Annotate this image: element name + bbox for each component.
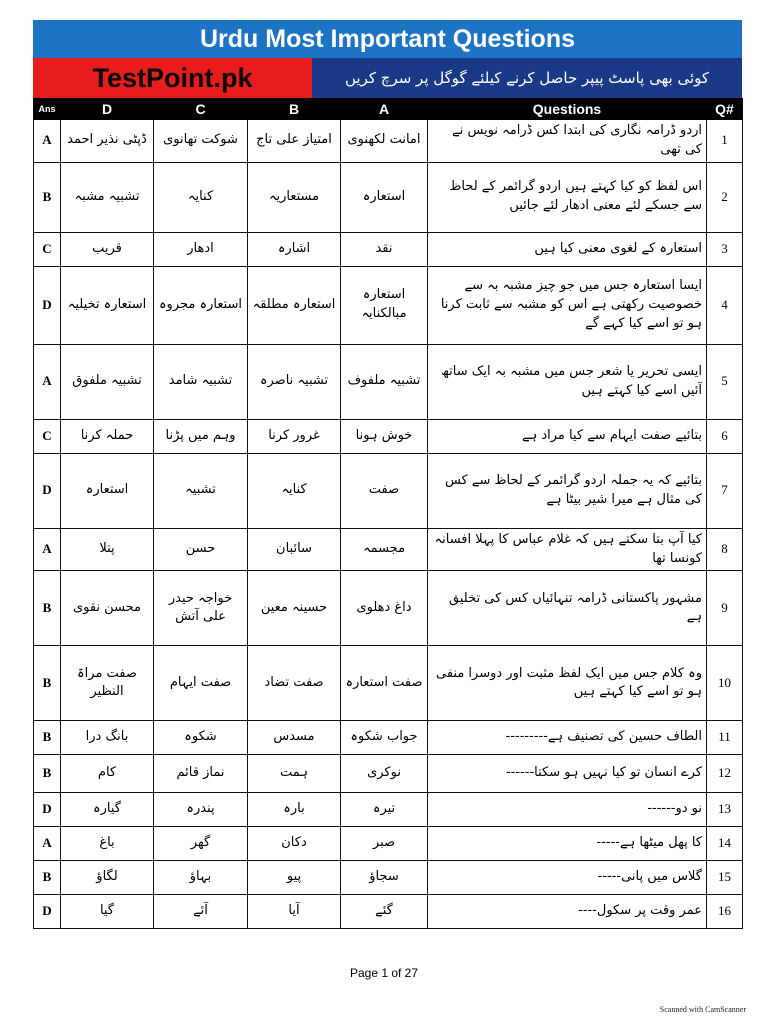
page-title: Urdu Most Important Questions [33, 20, 742, 58]
brand-logo: TestPoint.pk [33, 58, 312, 98]
header-question: Questions [428, 99, 707, 120]
option-b-cell: غرور کرنا [248, 419, 341, 453]
option-c-cell: آئے [154, 895, 248, 929]
table-row [34, 453, 743, 528]
question-cell: کرے انسان تو کیا نہیں ہو سکتا------ [428, 755, 707, 793]
option-d-cell: استعارہ [61, 453, 154, 528]
option-d-cell: پتلا [61, 528, 154, 571]
question-number-cell: 9 [707, 571, 743, 646]
option-b-cell: دکان [248, 827, 341, 861]
option-d-cell: استعارہ تخیلیہ [61, 266, 154, 344]
option-d-cell: کام [61, 755, 154, 793]
brand-row [33, 58, 742, 98]
option-c-cell: شوکت تھانوی [154, 120, 248, 163]
option-c-cell: شکوہ [154, 721, 248, 755]
option-d-cell: لگاؤ [61, 861, 154, 895]
answer-cell: A [34, 827, 61, 861]
option-a-cell: استعارہ مبالکنایہ [341, 266, 428, 344]
option-c-cell: صفت ایہام [154, 646, 248, 721]
question-number-cell: 13 [707, 793, 743, 827]
table-row [34, 419, 743, 453]
option-d-cell: تشبیہ ملفوق [61, 344, 154, 419]
option-c-cell: حسن [154, 528, 248, 571]
option-b-cell: مسدس [248, 721, 341, 755]
answer-cell: D [34, 793, 61, 827]
option-a-cell: تیرہ [341, 793, 428, 827]
table-row [34, 232, 743, 266]
option-a-cell: نوکری [341, 755, 428, 793]
table-header-row [34, 99, 743, 120]
question-number-cell: 11 [707, 721, 743, 755]
question-cell: نو دو------ [428, 793, 707, 827]
answer-cell: B [34, 721, 61, 755]
question-cell: کا پھل میٹھا ہے----- [428, 827, 707, 861]
option-d-cell: ڈپٹی نذیر احمد [61, 120, 154, 163]
option-c-cell: گھر [154, 827, 248, 861]
option-c-cell: تشبیہ [154, 453, 248, 528]
question-cell: ایسی تحریر یا شعر جس میں مشبہ بہ ایک ساتھ آئیں اسے کیا کہتے ہیں [428, 344, 707, 419]
option-c-cell: بہاؤ [154, 861, 248, 895]
question-number-cell: 1 [707, 120, 743, 163]
option-d-cell: گیارہ [61, 793, 154, 827]
option-d-cell: حملہ کرنا [61, 419, 154, 453]
question-cell: بتائیے کہ یہ جملہ اردو گرائمر کے لحاظ سے کس کی مثال ہے میرا شیر بیٹا ہے [428, 453, 707, 528]
table-row [34, 266, 743, 344]
question-cell: کیا آپ بتا سکتے ہیں کہ غلام عباس کا پہلا افسانہ کونسا تھا [428, 528, 707, 571]
table-row [34, 755, 743, 793]
option-b-cell: صفت تضاد [248, 646, 341, 721]
option-a-cell: مجسمہ [341, 528, 428, 571]
option-c-cell: پندرہ [154, 793, 248, 827]
question-number-cell: 15 [707, 861, 743, 895]
option-a-cell: تشبیہ ملفوف [341, 344, 428, 419]
answer-cell: D [34, 266, 61, 344]
option-b-cell: پیو [248, 861, 341, 895]
question-cell: گلاس میں پانی----- [428, 861, 707, 895]
option-a-cell: نقد [341, 232, 428, 266]
option-d-cell: قریب [61, 232, 154, 266]
table-row [34, 571, 743, 646]
table-row [34, 861, 743, 895]
option-d-cell: محسن نقوی [61, 571, 154, 646]
question-number-cell: 5 [707, 344, 743, 419]
header-option-c: C [154, 99, 248, 120]
option-a-cell: صبر [341, 827, 428, 861]
option-b-cell: استعارہ مطلقہ [248, 266, 341, 344]
option-c-cell: وہم میں پڑنا [154, 419, 248, 453]
question-cell: ایسا استعارہ جس میں جو چیز مشبہ بہ سے خصوصیت رکھتی ہے اس کو مشبہ سے ثابت کرنا ہو تو اسے کیا کہے گے [428, 266, 707, 344]
header-option-b: B [248, 99, 341, 120]
option-a-cell: جواب شکوہ [341, 721, 428, 755]
table-row [34, 162, 743, 232]
answer-cell: B [34, 571, 61, 646]
page-number: Page 1 of 27 [349, 966, 419, 980]
question-cell: اس لفظ کو کیا کہتے ہیں اردو گرائمر کے لحاظ سے جسکے لئے معنی ادھار لئے جائیں [428, 162, 707, 232]
answer-cell: B [34, 646, 61, 721]
option-d-cell: بانگ درا [61, 721, 154, 755]
option-d-cell: باغ [61, 827, 154, 861]
option-c-cell: استعارہ مجروہ [154, 266, 248, 344]
question-number-cell: 7 [707, 453, 743, 528]
option-c-cell: ادھار [154, 232, 248, 266]
option-a-cell: سجاؤ [341, 861, 428, 895]
answer-cell: A [34, 344, 61, 419]
questions-table [33, 98, 743, 929]
option-b-cell: آیا [248, 895, 341, 929]
answer-cell: C [34, 419, 61, 453]
header-ans: Ans [34, 99, 61, 120]
answer-cell: B [34, 162, 61, 232]
question-number-cell: 16 [707, 895, 743, 929]
question-number-cell: 8 [707, 528, 743, 571]
option-c-cell: تشبیہ شامد [154, 344, 248, 419]
answer-cell: A [34, 120, 61, 163]
header-question-number: Q# [707, 99, 743, 120]
option-b-cell: کنایہ [248, 453, 341, 528]
option-a-cell: صفت [341, 453, 428, 528]
option-c-cell: نماز قائم [154, 755, 248, 793]
option-a-cell: داغ دھلوی [341, 571, 428, 646]
question-cell: عمر وقت پر سکول---- [428, 895, 707, 929]
question-number-cell: 3 [707, 232, 743, 266]
option-b-cell: تشبیہ ناصرہ [248, 344, 341, 419]
table-row [34, 344, 743, 419]
question-cell: استعارہ کے لغوی معنی کیا ہیں [428, 232, 707, 266]
option-b-cell: سائبان [248, 528, 341, 571]
option-b-cell: مستعاریہ [248, 162, 341, 232]
question-cell: بتائیے صفت ایہام سے کیا مراد ہے [428, 419, 707, 453]
option-b-cell: ہمت [248, 755, 341, 793]
question-number-cell: 2 [707, 162, 743, 232]
option-d-cell: صفت مراۃ النظیر [61, 646, 154, 721]
question-sheet [33, 20, 742, 929]
question-number-cell: 12 [707, 755, 743, 793]
question-number-cell: 4 [707, 266, 743, 344]
option-d-cell: تشبیہ مشبہ [61, 162, 154, 232]
question-number-cell: 14 [707, 827, 743, 861]
scanner-watermark: Scanned with CamScanner [659, 1005, 746, 1014]
option-a-cell: خوش ہونا [341, 419, 428, 453]
header-option-a: A [341, 99, 428, 120]
option-a-cell: گئے [341, 895, 428, 929]
table-row [34, 895, 743, 929]
answer-cell: C [34, 232, 61, 266]
question-cell: مشہور پاکستانی ڈرامہ تنہائیاں کس کی تخلیق ہے [428, 571, 707, 646]
option-b-cell: امتیاز علی تاج [248, 120, 341, 163]
option-c-cell: کنایہ [154, 162, 248, 232]
table-row [34, 827, 743, 861]
answer-cell: D [34, 895, 61, 929]
option-b-cell: بارہ [248, 793, 341, 827]
question-cell: اردو ڈرامہ نگاری کی ابتدا کس ڈرامہ نویس نے کی تھی [428, 120, 707, 163]
option-d-cell: گیا [61, 895, 154, 929]
table-row [34, 528, 743, 571]
option-a-cell: صفت استعارہ [341, 646, 428, 721]
search-slogan: کوئی بھی پاسٹ پیپر حاصل کرنے کیلئے گوگل پر سرچ کریں [312, 58, 742, 98]
question-number-cell: 6 [707, 419, 743, 453]
question-number-cell: 10 [707, 646, 743, 721]
header-option-d: D [61, 99, 154, 120]
table-row [34, 793, 743, 827]
option-a-cell: استعارہ [341, 162, 428, 232]
option-b-cell: حسینہ معین [248, 571, 341, 646]
table-row [34, 721, 743, 755]
question-cell: وہ کلام جس میں ایک لفظ مثبت اور دوسرا منفی ہو تو اسے کیا کہتے ہیں [428, 646, 707, 721]
answer-cell: D [34, 453, 61, 528]
table-row [34, 646, 743, 721]
answer-cell: B [34, 755, 61, 793]
option-a-cell: امانت لکھنوی [341, 120, 428, 163]
answer-cell: A [34, 528, 61, 571]
question-cell: الطاف حسین کی تصنیف ہے--------- [428, 721, 707, 755]
option-c-cell: خواجہ حیدر علی آتش [154, 571, 248, 646]
answer-cell: B [34, 861, 61, 895]
option-b-cell: اشارہ [248, 232, 341, 266]
table-row [34, 120, 743, 163]
